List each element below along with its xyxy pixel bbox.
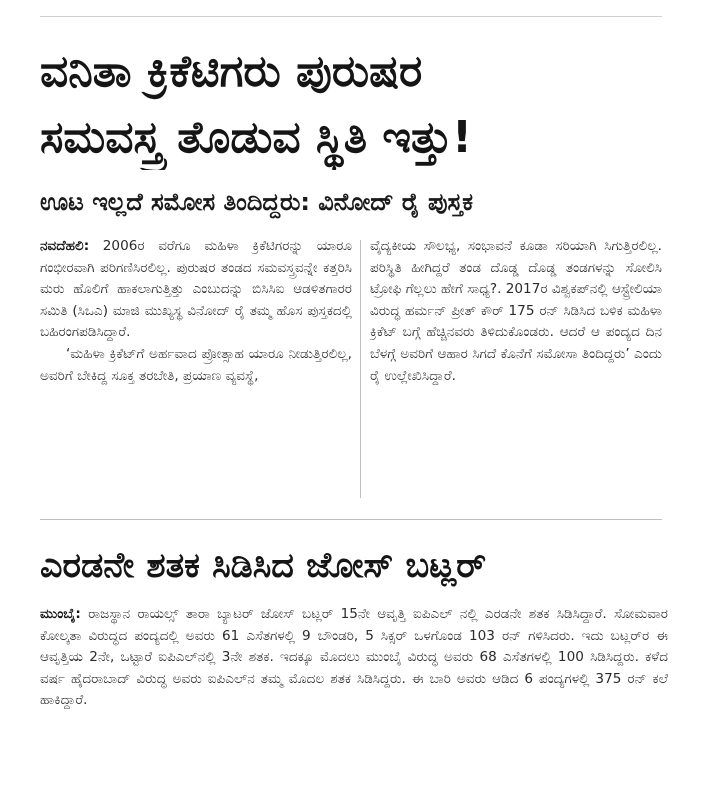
story1-headline-line1: ವನಿತಾ ಕ್ರಿಕೆಟಿಗರು ಪುರುಷರ bbox=[40, 46, 423, 97]
story1-dateline: ನವದೆಹಲಿ: bbox=[40, 238, 90, 254]
story1-column-1 bbox=[40, 236, 352, 504]
story1-col1-para2: ‘ಮಹಿಳಾ ಕ್ರಿಕೆಟ್‌ಗೆ ಅರ್ಹವಾದ ಪ್ರೋತ್ಸಾಹ ಯಾರೂ ನೀಡುತ್ತಿರಲಿಲ್ಲ, ಅವರಿಗೆ ಬೇಕಿದ್ದ ಸೂಕ್ತ ತರಬೇತಿ, ಪ್ರಯಾಣ ವ್ಯವಸ್ಥೆ, bbox=[40, 345, 352, 384]
story2-body bbox=[40, 604, 668, 800]
top-rule bbox=[40, 16, 662, 17]
story2-headline: ಎರಡನೇ ಶತಕ ಸಿಡಿಸಿದ ಜೋಸ್ ಬಟ್ಲರ್ bbox=[40, 546, 487, 586]
story1-col1-para1: 2006ರ ವರೆಗೂ ಮಹಿಳಾ ಕ್ರಿಕೆಟಿಗರನ್ನು ಯಾರೂ ಗಂಭೀರವಾಗಿ ಪರಿಗಣಿಸಿರಲಿಲ್ಲ. ಪುರುಷರ ತಂಡದ ಸಮವಸ್ತ್ರವನ್ನೇ ಕತ್ತರಿಸಿ ಮರು ಹೊಲಿಗೆ ಹಾಕಲಾಗುತ್ತಿತ್ತು ಎಂಬುದನ್ನು ಬಿಸಿಸಿಐ ಆಡಳಿತಗಾರರ ಸಮಿತಿ (ಸಿಒಎ) ಮಾಜಿ ಮುಖ್ಯಸ್ಥ ವಿನೋದ್ ರೈ ತಮ್ಮ ಹೊಸ ಪುಸ್ತಕದಲ್ಲಿ ಬಹಿರಂಗಪಡಿಸಿದ್ದಾರೆ. bbox=[40, 238, 352, 341]
story2-dateline: ಮುಂಬೈ: bbox=[40, 606, 81, 622]
story1-subheadline: ಊಟ ಇಲ್ಲದೆ ಸಮೋಸ ತಿಂದಿದ್ದರು: ವಿನೋದ್ ರೈ ಪುಸ್ತಕ bbox=[40, 188, 474, 216]
story-separator bbox=[40, 519, 662, 520]
story1-headline-line2: ಸಮವಸ್ತ್ರ ತೊಡುವ ಸ್ಥಿತಿ ಇತ್ತು! bbox=[40, 112, 473, 163]
column-divider bbox=[360, 240, 361, 498]
story1-col2-para1: ವೈದ್ಯಕೀಯ ಸೌಲಭ್ಯ, ಸಂಭಾವನೆ ಕೂಡಾ ಸರಿಯಾಗಿ ಸಿಗುತ್ತಿರಲಿಲ್ಲ. ಪರಿಸ್ಥಿತಿ ಹೀಗಿದ್ದರೆ ತಂಡ ದೊಡ್ಡ ದೊಡ್ಡ ತಂಡಗಳನ್ನು ಸೋಲಿಸಿ ಟ್ರೋಫಿ ಗೆಲ್ಲಲು ಹೇಗೆ ಸಾಧ್ಯ?. 2017ರ ವಿಶ್ವಕಪ್‌ನಲ್ಲಿ ಆಸ್ಟ್ರೇಲಿಯಾ ವಿರುದ್ಧ ಹರ್ಮನ್ ಪ್ರೀತ್ ಕೌರ್ 175 ರನ್ ಸಿಡಿಸಿದ ಬಳಿಕ ಮಹಿಳಾ ಕ್ರಿಕೆಟ್ ಬಗ್ಗೆ ಹೆಚ್ಚಿನವರು ತಿಳಿದುಕೊಂಡರು. ಆದರೆ ಆ ಪಂದ್ಯದ ದಿನ ಬೆಳಗ್ಗೆ ಅವರಿಗೆ ಆಹಾರ ಸಿಗದೆ ಕೊನೆಗೆ ಸಮೋಸಾ ತಿಂದಿದ್ದರು’ ಎಂದು ರೈ ಉಲ್ಲೇಖಿಸಿದ್ದಾರೆ. bbox=[370, 238, 662, 384]
story1-column-2 bbox=[370, 236, 662, 504]
story2-body-text: ರಾಜಸ್ಥಾನ ರಾಯಲ್ಸ್ ತಾರಾ ಬ್ಯಾಟರ್ ಜೋಸ್ ಬಟ್ಲರ್ 15ನೇ ಆವೃತ್ತಿ ಐಪಿಎಲ್ ನಲ್ಲಿ ಎರಡನೇ ಶತಕ ಸಿಡಿಸಿದ್ದಾರೆ. ಸೋಮವಾರ ಕೋಲ್ಕತಾ ವಿರುದ್ಧದ ಪಂದ್ಯದಲ್ಲಿ ಅವರು 61 ಎಸೆತಗಳಲ್ಲಿ 9 ಬೌಂಡರಿ, 5 ಸಿಕ್ಸರ್ ಒಳಗೊಂಡ 103 ರನ್ ಗಳಿಸಿದರು. ಇದು ಬಟ್ಲರ್‌ರ ಈ ಆವೃತ್ತಿಯ 2ನೇ, ಒಟ್ಟಾರೆ ಐಪಿಎಲ್‌ನಲ್ಲಿ 3ನೇ ಶತಕ. ಇದಕ್ಕೂ ಮೊದಲು ಮುಂಬೈ ವಿರುದ್ಧ ಅವರು 68 ಎಸೆತಗಳಲ್ಲಿ 100 ಸಿಡಿಸಿದ್ದರು. ಕಳೆದ ವರ್ಷ ಹೈದರಾಬಾದ್ ವಿರುದ್ಧ ಅವರು ಐಪಿಎಲ್‌ನ ತಮ್ಮ ಮೊದಲ ಶತಕ ಸಿಡಿಸಿದ್ದರು. ಈ ಬಾರಿ ಅವರು ಆಡಿದ 6 ಪಂದ್ಯಗಳಲ್ಲಿ 375 ರನ್ ಕಲೆ ಹಾಕಿದ್ದಾರೆ. bbox=[40, 606, 668, 709]
